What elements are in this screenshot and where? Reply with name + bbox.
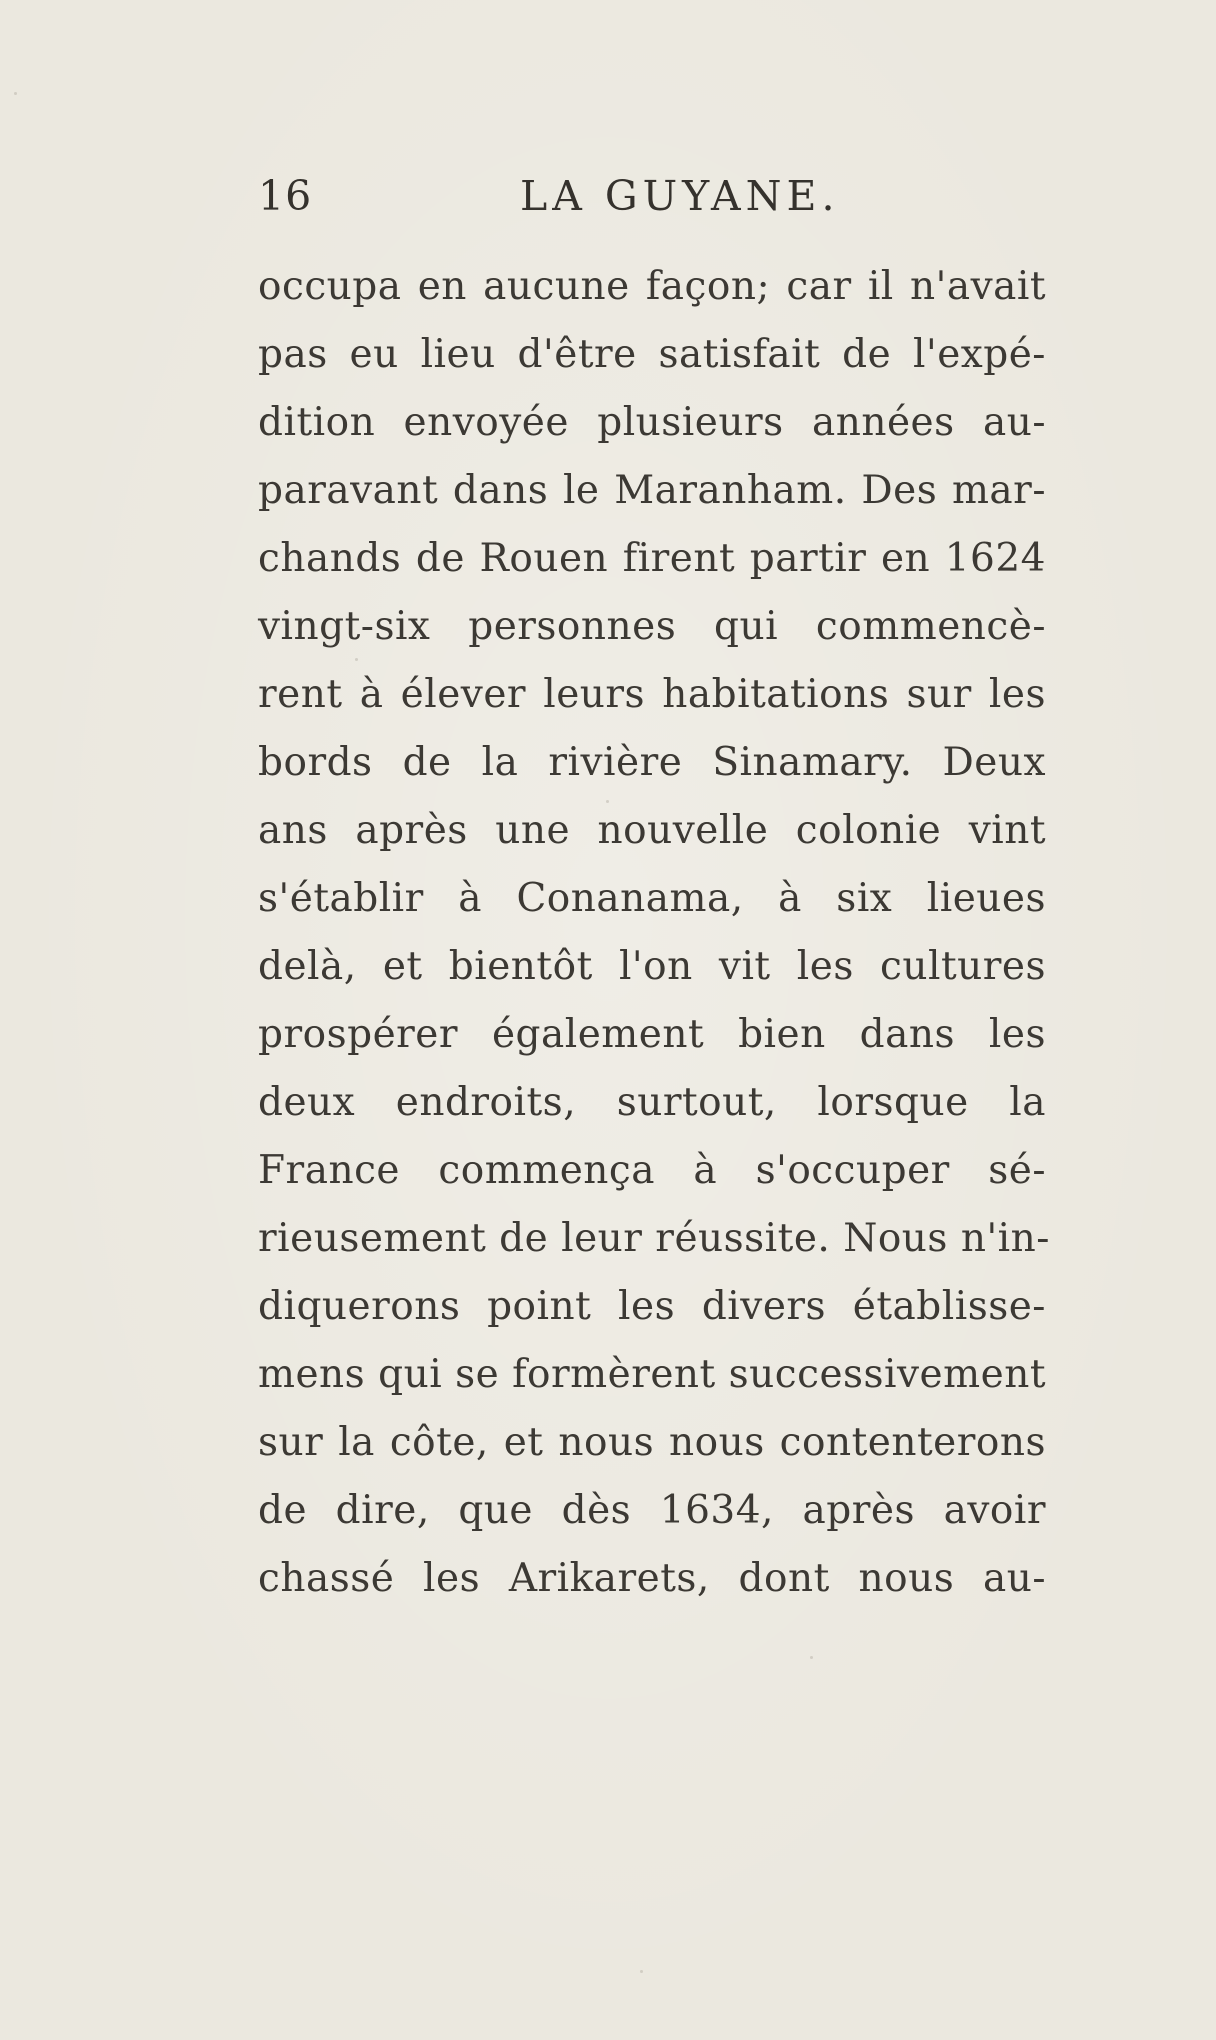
text-line: rieusement de leur réussite. Nous n'in- [258, 1216, 1050, 1261]
running-title: LA GUYANE. [520, 172, 840, 220]
text-line: rent à élever leurs habitations sur les [258, 672, 1046, 717]
paper-speck [14, 92, 17, 95]
text-line: occupa en aucune façon; car il n'avait [258, 264, 1046, 309]
page-number: 16 [258, 172, 313, 220]
body-text [258, 253, 1050, 1613]
text-line: de dire, que dès 1634, après avoir [258, 1488, 1046, 1533]
text-line: chassé les Arikarets, dont nous au- [258, 1556, 1046, 1601]
text-line: prospérer également bien dans les [258, 1012, 1046, 1057]
text-line: paravant dans le Maranham. Des mar- [258, 468, 1046, 513]
text-line: ans après une nouvelle colonie vint [258, 808, 1046, 853]
paper-speck [810, 1656, 813, 1659]
text-line: dition envoyée plusieurs années au- [258, 400, 1046, 445]
text-line: sur la côte, et nous nous contenterons [258, 1420, 1046, 1465]
text-line: diquerons point les divers établisse- [258, 1284, 1046, 1329]
text-line: mens qui se formèrent successivement [258, 1352, 1046, 1397]
text-line: deux endroits, surtout, lorsque la [258, 1080, 1046, 1125]
text-line: pas eu lieu d'être satisfait de l'expé- [258, 332, 1046, 377]
running-header [258, 166, 1046, 226]
text-line: bords de la rivière Sinamary. Deux [258, 740, 1046, 785]
text-line: vingt-six personnes qui commencè- [258, 604, 1046, 649]
text-line: delà, et bientôt l'on vit les cultures [258, 944, 1046, 989]
text-line: France commença à s'occuper sé- [258, 1148, 1046, 1193]
text-line: chands de Rouen firent partir en 1624 [258, 536, 1046, 581]
text-line: s'établir à Conanama, à six lieues [258, 876, 1046, 921]
paper-speck [640, 1970, 643, 1973]
